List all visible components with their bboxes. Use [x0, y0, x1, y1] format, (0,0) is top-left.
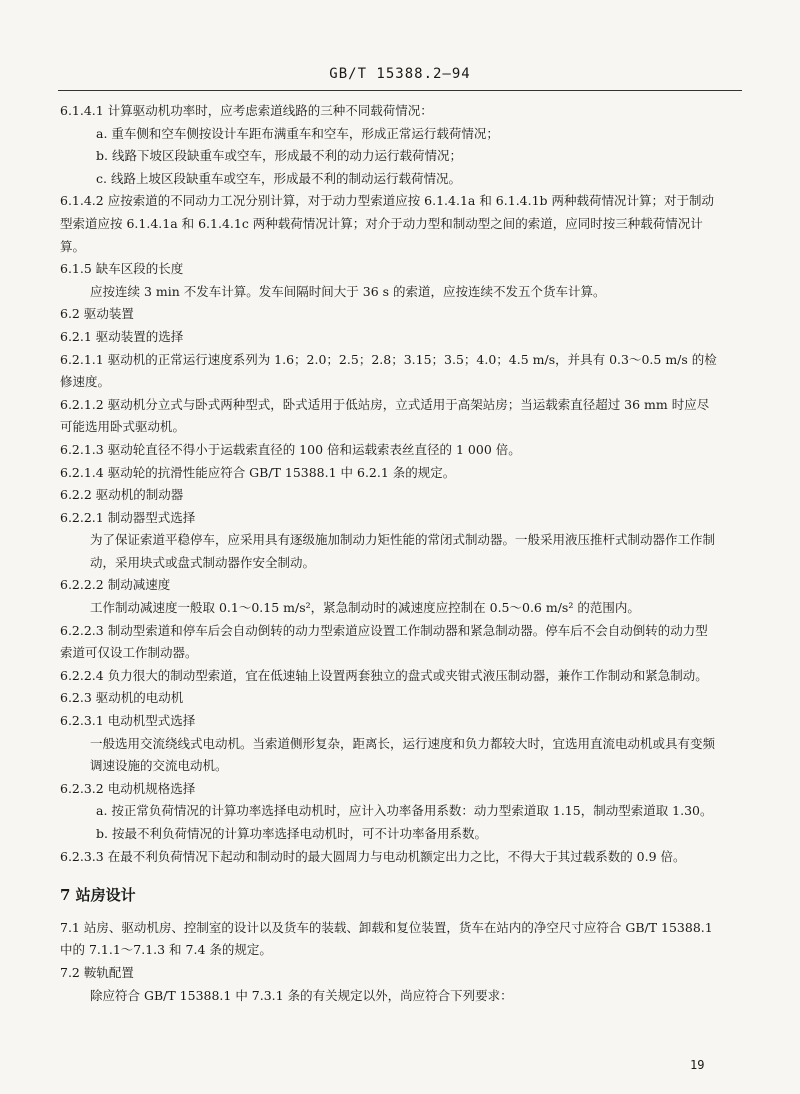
section-6-2: 6.2 驱动装置: [60, 306, 134, 322]
page-number: 19: [690, 1058, 705, 1072]
clause-6-1-4-2: 6.1.4.2 应按索道的不同动力工况分别计算，对于动力型索道应按 6.1.4.1a 和 6.1.4.1b 两种载荷情况计算；对于制动型索道应按 6.1.4.1a 和 6.1.4.1c 两种载荷情况计算；对介于动力型和制动型之间的索道，应同时按三种载荷情况计算。: [60, 193, 715, 254]
clause-6-2-2: 6.2.2 驱动机的制动器: [60, 487, 184, 503]
clause-6-2-3-2: 6.2.3.2 电动机规格选择: [60, 780, 196, 796]
clause-6-1-4-1: 6.1.4.1 计算驱动机功率时，应考虑索道线路的三种不同载荷情况：: [60, 103, 433, 118]
paragraph: 应按连续 3 min 不发车计算。发车间隔时间大于 36 s 的索道，应按连续不发五个货车计算。: [90, 283, 606, 299]
paragraph: 为了保证索道平稳停车，应采用具有逐级施加制动力矩性能的常闭式制动器。一般采用液压推杆式制动器作工作制动，采用块式或盘式制动器作安全制动。: [90, 532, 716, 570]
paragraph: 除应符合 GB/T 15388.1 中 7.3.1 条的有关规定以外，尚应符合下列要求：: [90, 987, 513, 1003]
clause-6-2-1-2: 6.2.1.2 驱动机分立式与卧式两种型式，卧式适用于低站房，立式适用于高架站房；当运载索直径超过 36 mm 时应尽可能选用卧式驱动机。: [60, 396, 710, 435]
standard-header: GB/T 15388.2—94: [329, 66, 471, 82]
clause-6-2-2-3: 6.2.2.3 制动型索道和停车后会自动倒转的动力型索道应设置工作制动器和紧急制动器。停车后不会自动倒转的动力型索道可仅设工作制动器。: [60, 622, 708, 661]
clause-6-2-1-1: 6.2.1.1 驱动机的正常运行速度系列为 1.6；2.0；2.5；2.8；3.15；3.5；4.0；4.5 m/s，并具有 0.3～0.5 m/s 的检修速度。: [60, 351, 717, 390]
clause-6-1-5: 6.1.5 缺车区段的长度: [60, 261, 184, 277]
item-a: a. 按正常负荷情况的计算功率选择电动机时，应计入功率备用系数：动力型索道取 1.15，制动型索道取 1.30。: [96, 803, 713, 819]
document-body: [60, 100, 720, 1007]
item-c: c. 线路上坡区段缺重车或空车，形成最不利的制动运行载荷情况。: [96, 170, 461, 186]
clause-6-2-3-1: 6.2.3.1 电动机型式选择: [60, 713, 196, 729]
clause-6-2-2-4: 6.2.2.4 负力很大的制动型索道，宜在低速轴上设置两套独立的盘式或夹钳式液压制动器，兼作工作制动和紧急制动。: [60, 667, 708, 683]
paragraph: 工作制动减速度一般取 0.1～0.15 m/s²，紧急制动时的减速度应控制在 0.5～0.6 m/s² 的范围内。: [90, 600, 640, 616]
clause-6-2-3-3: 6.2.3.3 在最不利负荷情况下起动和制动时的最大圆周力与电动机额定出力之比，不得大于其过载系数的 0.9 倍。: [60, 848, 686, 864]
item-b: b. 线路下坡区段缺重车或空车，形成最不利的动力运行载荷情况；: [96, 148, 462, 164]
clause-6-2-1-4: 6.2.1.4 驱动轮的抗滑性能应符合 GB/T 15388.1 中 6.2.1 条的规定。: [60, 464, 456, 480]
clause-7-1: 7.1 站房、驱动机房、控制室的设计以及货车的装载、卸载和复位装置，货车在站内的净空尺寸应符合 GB/T 15388.1 中的 7.1.1～7.1.3 和 7.4 条的规定。: [60, 919, 713, 958]
item-a: a. 重车侧和空车侧按设计车距布满重车和空车，形成正常运行载荷情况；: [96, 125, 499, 141]
clause-6-2-1: 6.2.1 驱动装置的选择: [60, 328, 184, 344]
item-b: b. 按最不利负荷情况的计算功率选择电动机时，可不计功率备用系数。: [96, 826, 487, 841]
header-rule: [58, 90, 742, 91]
clause-6-2-2-1: 6.2.2.1 制动器型式选择: [60, 509, 196, 525]
clause-6-2-3: 6.2.3 驱动机的电动机: [60, 690, 184, 706]
clause-6-2-2-2: 6.2.2.2 制动减速度: [60, 577, 171, 593]
paragraph: 一般选用交流绕线式电动机。当索道侧形复杂，距离长，运行速度和负力都较大时，宜选用直流电动机或具有变频调速设施的交流电动机。: [90, 735, 716, 774]
clause-7-2: 7.2 鞍轨配置: [60, 964, 134, 980]
clause-6-2-1-3: 6.2.1.3 驱动轮直径不得小于运载索直径的 100 倍和运载索表丝直径的 1 000 倍。: [60, 441, 521, 457]
chapter-7-heading: 7 站房设计: [60, 886, 136, 905]
